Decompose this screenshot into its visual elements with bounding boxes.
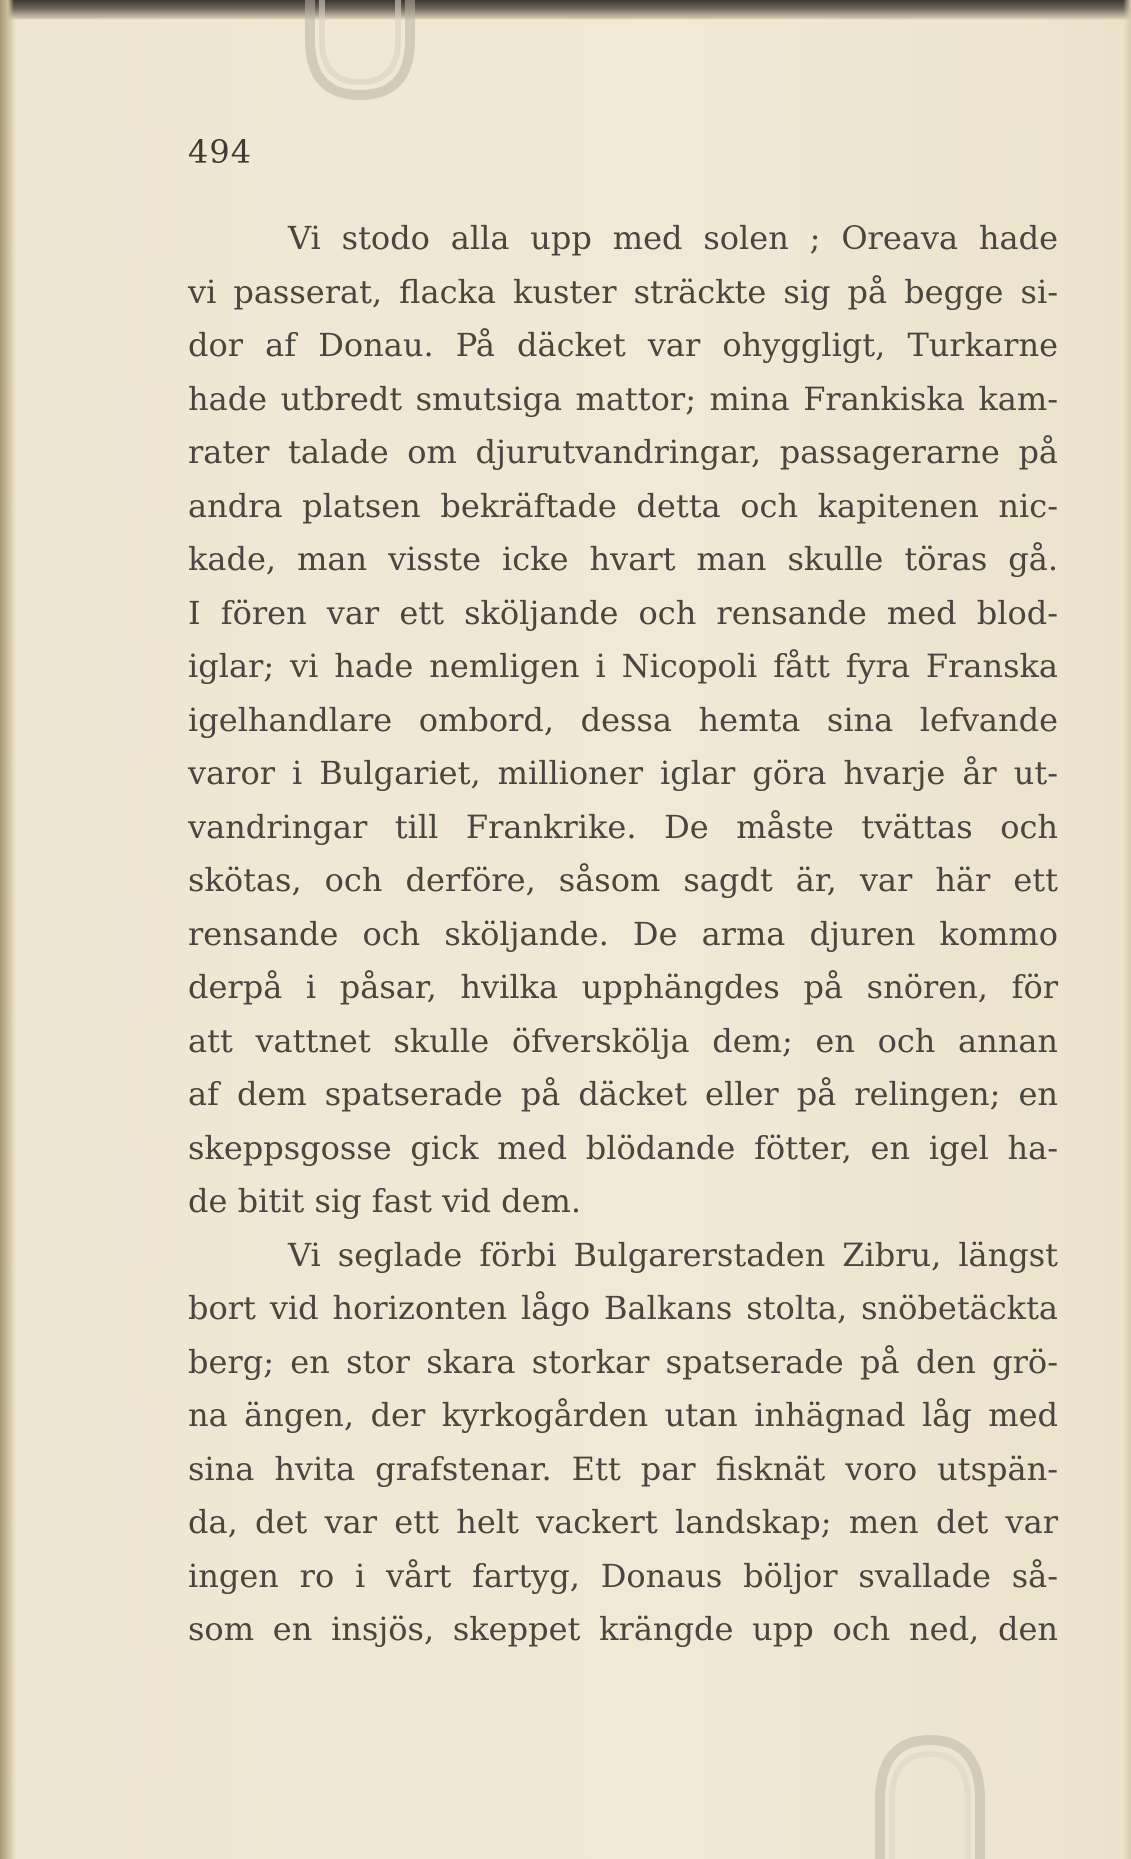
text-line: rensande och sköljande. De arma djuren kommo (188, 914, 1058, 953)
text-line: sina hvita grafstenar. Ett par fisknät voro utspän- (188, 1449, 1058, 1488)
text-line: dor af Donau. På däcket var ohyggligt, Turkarne (188, 326, 1058, 364)
text-line: ingen ro i vårt fartyg, Donaus böljor svallade så- (188, 1556, 1058, 1595)
text-line: I fören var ett sköljande och rensande med blod- (188, 593, 1058, 632)
text-line: kade, man visste icke hvart man skulle töras gå. (188, 540, 1058, 578)
paragraph-2 (188, 1229, 1058, 1657)
page-top-shadow (0, 0, 1131, 20)
text-line: andra platsen bekräftade detta och kapitenen nic- (188, 486, 1058, 525)
text-line: vandringar till Frankrike. De måste tvättas och (188, 807, 1058, 846)
text-line: de bitit sig fast vid dem. (188, 1182, 582, 1220)
text-line: att vattnet skulle öfverskölja dem; en och annan (188, 1021, 1058, 1060)
text-line: rater talade om djurutvandringar, passagerarne på (188, 433, 1058, 471)
page-binding-edge (0, 0, 14, 1859)
paragraph-1 (188, 212, 1058, 1229)
text-line: da, det var ett helt vackert landskap; men det var (188, 1503, 1058, 1541)
body-text (188, 212, 1058, 1657)
text-line: skeppsgosse gick med blödande fötter, en igel ha- (188, 1128, 1058, 1167)
page-number: 494 (188, 133, 253, 171)
text-line: igelhandlare ombord, dessa hemta sina lefvande (188, 700, 1058, 739)
text-line: af dem spatserade på däcket eller på relingen; en (188, 1075, 1058, 1113)
text-line: Vi seglade förbi Bulgarerstaden Zibru, längst (288, 1235, 1058, 1274)
text-line: na ängen, der kyrkogården utan inhägnad låg med (188, 1396, 1058, 1434)
page-clip-bottom-icon (860, 1730, 1000, 1859)
page-clip-top-icon (300, 0, 420, 100)
text-line: hade utbredt smutsiga mattor; mina Frankiska kam- (188, 379, 1058, 418)
text-line: vi passerat, flacka kuster sträckte sig på begge si- (188, 272, 1058, 311)
page-right-edge (1123, 0, 1131, 1859)
text-line: derpå i påsar, hvilka upphängdes på snören, för (188, 968, 1058, 1006)
text-line: berg; en stor skara storkar spatserade på den grö- (188, 1342, 1058, 1381)
text-line: Vi stodo alla upp med solen ; Oreava hade (288, 219, 1058, 257)
text-line: skötas, och derföre, såsom sagdt är, var här ett (188, 861, 1058, 899)
text-line: iglar; vi hade nemligen i Nicopoli fått fyra Franska (188, 647, 1058, 685)
text-line: som en insjös, skeppet krängde upp och ned, den (188, 1610, 1058, 1648)
text-line: varor i Bulgariet, millioner iglar göra hvarje år ut- (188, 754, 1058, 792)
text-line: bort vid horizonten lågo Balkans stolta, snöbetäckta (188, 1289, 1058, 1327)
